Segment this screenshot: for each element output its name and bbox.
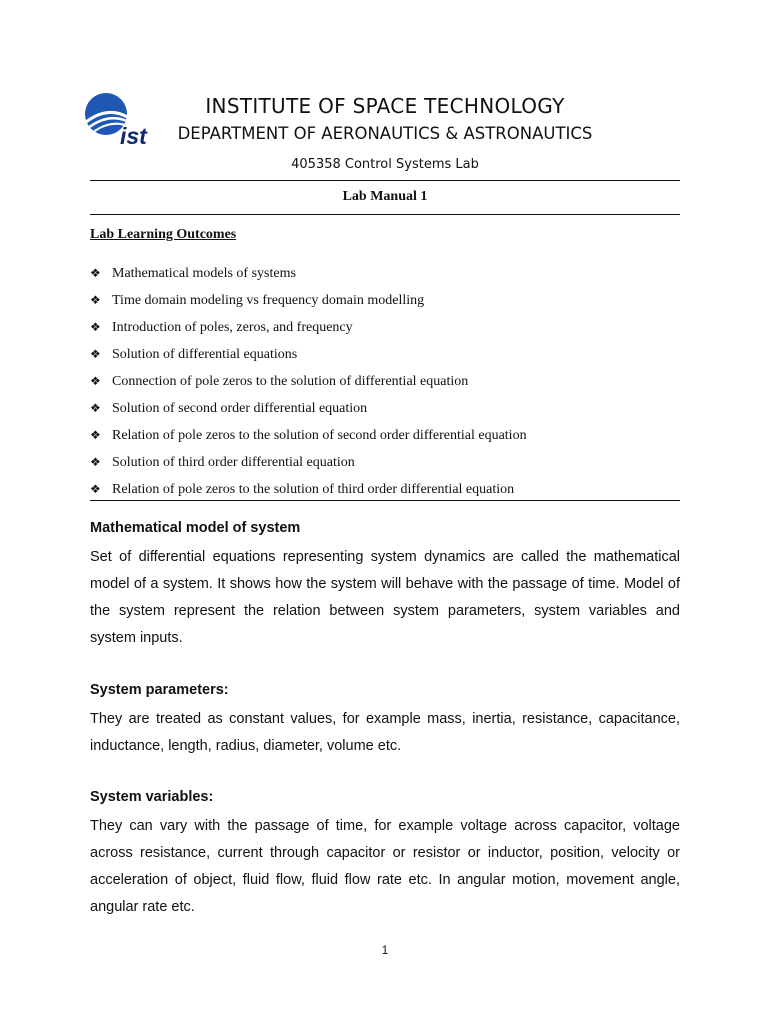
outcome-item bbox=[90, 291, 527, 318]
diamond-bullet-icon: ❖ bbox=[90, 482, 101, 496]
department-title: DEPARTMENT OF AERONAUTICS & ASTRONAUTICS bbox=[177, 124, 593, 143]
diamond-bullet-icon: ❖ bbox=[90, 320, 101, 334]
outcome-item bbox=[90, 372, 527, 399]
outcome-item bbox=[90, 264, 527, 291]
section-text: They are treated as constant values, for example mass, inertia, resistance, capacitance, inductance, length, radius, diameter, volume etc. bbox=[90, 711, 680, 754]
section-mathematical-model bbox=[90, 519, 680, 652]
page-number: 1 bbox=[381, 943, 389, 957]
outcomes-list bbox=[90, 264, 527, 507]
outcome-text: Relation of pole zeros to the solution of third order differential equation bbox=[112, 482, 515, 497]
outcome-text: Solution of differential equations bbox=[112, 347, 298, 362]
header-divider-top bbox=[90, 180, 680, 181]
institute-title: INSTITUTE OF SPACE TECHNOLOGY bbox=[205, 94, 565, 118]
diamond-bullet-icon: ❖ bbox=[90, 455, 101, 469]
outcomes-divider bbox=[90, 500, 680, 501]
diamond-bullet-icon: ❖ bbox=[90, 347, 101, 361]
outcome-item bbox=[90, 426, 527, 453]
section-heading: System parameters: bbox=[90, 682, 229, 698]
lab-manual-title: Lab Manual 1 bbox=[342, 189, 428, 204]
diamond-bullet-icon: ❖ bbox=[90, 293, 101, 307]
outcome-text: Relation of pole zeros to the solution of second order differential equation bbox=[112, 428, 527, 443]
outcome-text: Solution of second order differential equation bbox=[112, 401, 368, 416]
section-text: Set of differential equations representing system dynamics are called the mathematical model of a system. It shows how the system will behave with the passage of time. Model of the system represent the relation between system parameters, system variables and system inputs. bbox=[90, 549, 680, 646]
section-system-parameters bbox=[90, 681, 680, 760]
outcome-text: Mathematical models of systems bbox=[112, 266, 296, 281]
diamond-bullet-icon: ❖ bbox=[90, 266, 101, 280]
logo-text: ist bbox=[120, 123, 147, 146]
outcomes-heading: Lab Learning Outcomes bbox=[90, 227, 237, 242]
diamond-bullet-icon: ❖ bbox=[90, 401, 101, 415]
outcome-item bbox=[90, 345, 527, 372]
header-divider-bottom bbox=[90, 214, 680, 215]
outcome-text: Time domain modeling vs frequency domain modelling bbox=[112, 293, 425, 308]
outcome-text: Connection of pole zeros to the solution of differential equation bbox=[112, 374, 469, 389]
section-heading: Mathematical model of system bbox=[90, 520, 301, 536]
section-system-variables bbox=[90, 788, 680, 921]
diamond-bullet-icon: ❖ bbox=[90, 428, 101, 442]
outcome-item bbox=[90, 480, 527, 507]
outcome-item bbox=[90, 453, 527, 480]
outcome-item bbox=[90, 399, 527, 426]
section-text: They can vary with the passage of time, for example voltage across capacitor, voltage across resistance, current through capacitor or resistor or inductor, position, velocity or acceleration of object, fluid flow, fluid flow rate etc. In angular motion, movement angle, angular rate etc. bbox=[90, 818, 680, 915]
outcome-text: Introduction of poles, zeros, and frequency bbox=[112, 320, 353, 335]
outcome-text: Solution of third order differential equation bbox=[112, 455, 355, 470]
course-title: 405358 Control Systems Lab bbox=[291, 157, 479, 172]
outcome-item bbox=[90, 318, 527, 345]
diamond-bullet-icon: ❖ bbox=[90, 374, 101, 388]
section-heading: System variables: bbox=[90, 789, 214, 805]
